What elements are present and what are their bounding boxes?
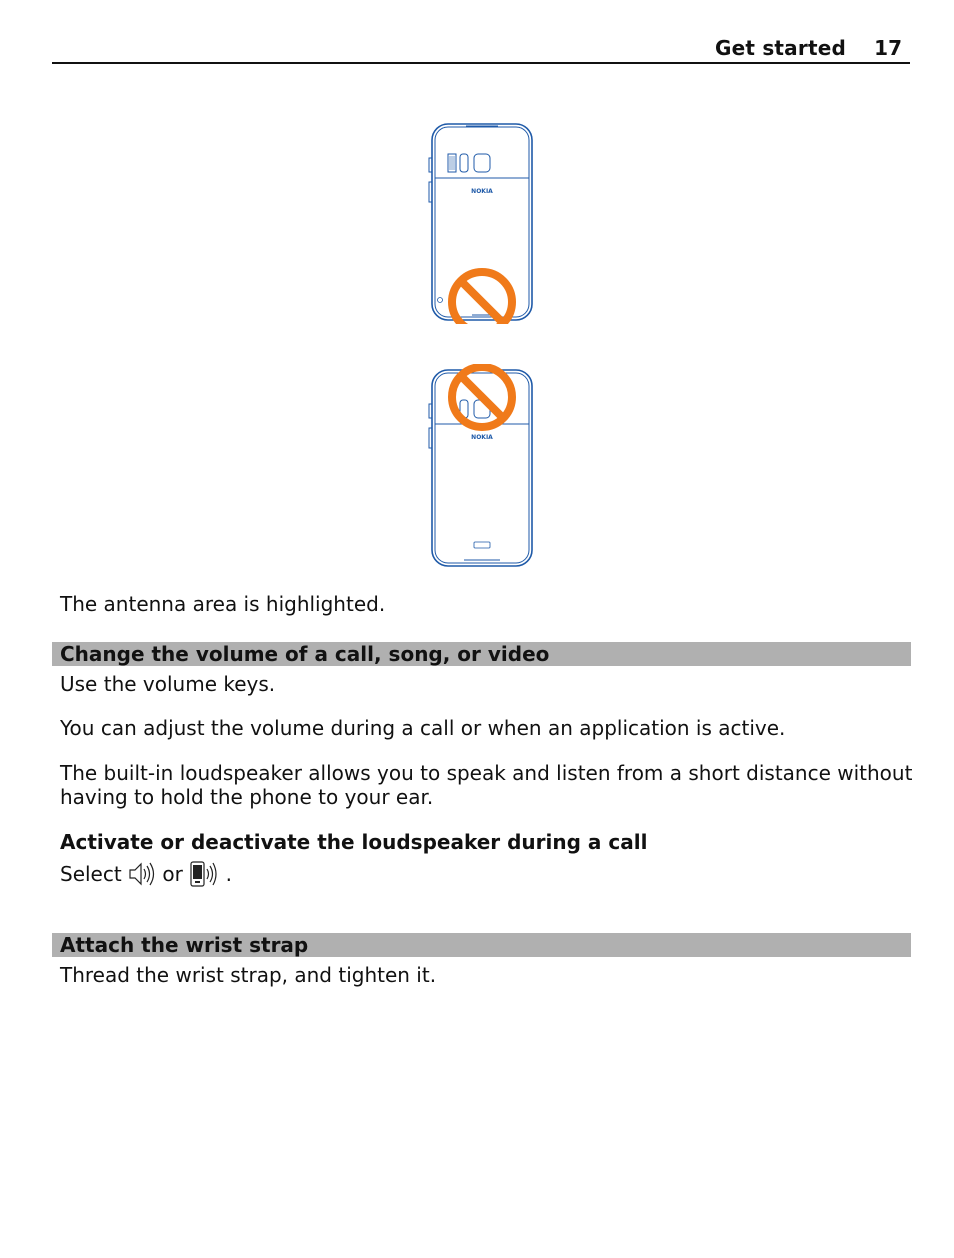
paragraph-select-icons [60,861,232,887]
handset-icon [189,861,219,887]
paragraph-adjust-volume: You can adjust the volume during a call or when an application is active. [60,716,786,740]
paragraph-loudspeaker-line1: The built-in loudspeaker allows you to speak and listen from a short distance without [60,761,913,785]
paragraph-wrist-strap: Thread the wrist strap, and tighten it. [60,963,437,987]
section-heading-wrist-strap-label: Attach the wrist strap [60,933,309,957]
loudspeaker-icon [128,861,156,887]
or-word: or [162,862,183,886]
section-heading-volume [52,642,911,666]
phone-back-illustration-bottom [420,118,544,324]
section-heading-wrist-strap [52,933,911,957]
section-heading-volume-label: Change the volume of a call, song, or video [60,642,550,666]
header-title: Get started [715,36,846,60]
subheading-loudspeaker: Activate or deactivate the loudspeaker during a call [60,830,648,854]
period: . [225,862,232,886]
paragraph-loudspeaker-line2: having to hold the phone to your ear. [60,785,434,809]
paragraph-volume-keys: Use the volume keys. [60,672,276,696]
select-word: Select [60,862,122,886]
page-number: 17 [874,36,902,60]
antenna-figure [420,118,544,574]
brand-label: NOKIA [471,188,493,195]
phone-back-illustration-top [420,364,544,570]
antenna-caption: The antenna area is highlighted. [60,592,386,616]
page-header [52,36,910,64]
brand-label: NOKIA [471,434,493,441]
